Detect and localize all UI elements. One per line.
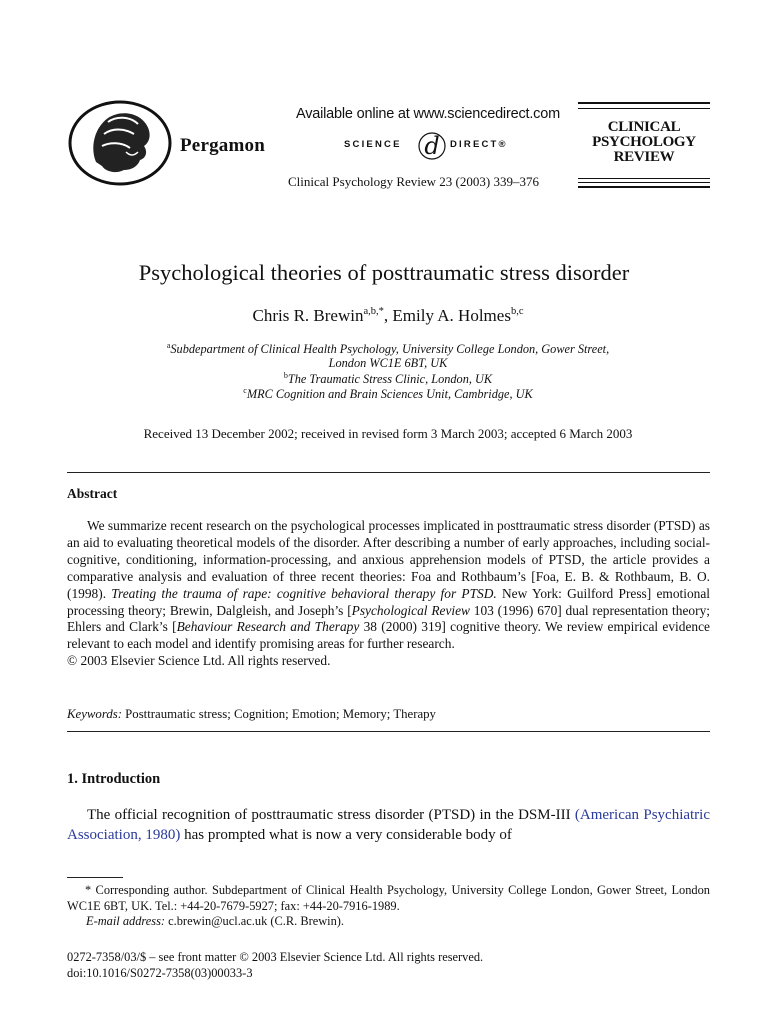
affiliation-b — [0, 371, 768, 387]
author-1-affiliation: a,b,* — [363, 306, 384, 317]
journal-logo-line-2: PSYCHOLOGY — [592, 134, 696, 150]
email-label: E-mail address: — [86, 914, 166, 928]
author-2: Emily A. Holmes — [392, 306, 511, 325]
affiliation-a-marker: a — [166, 341, 171, 350]
sciencedirect-mark-icon — [416, 128, 448, 162]
keywords-list: Posttraumatic stress; Cognition; Emotion; Memory; Therapy — [121, 707, 436, 721]
sciencedirect-logo-left: SCIENCE — [344, 139, 402, 150]
abstract-italic-3: Behaviour Research and Therapy — [176, 619, 360, 635]
author-list — [0, 306, 768, 326]
journal-citation: Clinical Psychology Review 23 (2003) 339–376 — [288, 174, 539, 189]
journal-logo-title — [578, 120, 710, 165]
received-dates: Received 13 December 2002; received in revised form 3 March 2003; accepted 6 March 2003 — [143, 426, 633, 441]
sciencedirect-logo — [344, 128, 514, 162]
abstract-segment-3: 103 (1996) 670] dual representation theory; Ehlers and Clark’s [ — [67, 602, 710, 635]
sciencedirect-availability: Available online at www.sciencedirect.com — [296, 106, 560, 122]
affiliation-a — [0, 341, 768, 357]
journal-logo-line-3: REVIEW — [613, 149, 675, 165]
front-matter-notice: 0272-7358/03/$ – see front matter © 2003 Elsevier Science Ltd. All rights reserved. — [67, 950, 484, 964]
abstract-segment-1: We summarize recent research on the psychological processes implicated in posttraumatic stress disorder (PTSD) as an aid to evaluating theoretical models of the disorder. After describing a number of early approaches, including social-cognitive, conditioning, information-processing, and anxious apprehension models of PTSD, the article provides a comparative analysis and evaluation of three recent theories: Foa and Rothbaum’s [Foa, E. B. & Rothbaum, B. O. (1998). — [67, 518, 710, 601]
abstract-segment-2: New York: Guilford Press] emotional processing theory; Brewin, Dalgleish, and Joseph’s [ — [67, 585, 711, 618]
author-separator: , — [383, 306, 393, 325]
abstract-bottom-rule — [67, 731, 710, 732]
abstract-segment-4: 38 (2000) 319] cognitive theory. We review empirical evidence relevant to each model and identify promising areas for further research. — [67, 619, 710, 652]
affiliation-b-text: The Traumatic Stress Clinic, London, UK — [287, 372, 493, 386]
introduction-text — [67, 805, 710, 845]
keywords-label: Keywords: — [67, 707, 122, 721]
keywords — [67, 707, 436, 722]
citation-link-apa-1980[interactable]: (American Psychiatric Association, 1980) — [67, 807, 711, 843]
abstract-top-rule — [67, 472, 710, 473]
affiliation-a-line-1: Subdepartment of Clinical Health Psychology, University College London, Gower Street, — [170, 342, 610, 356]
affiliation-b-marker: b — [283, 371, 288, 380]
email-footnote — [86, 914, 344, 929]
article-title: Psychological theories of posttraumatic stress disorder — [138, 260, 630, 285]
introduction-segment-1: The official recognition of posttraumatic stress disorder (PTSD) in the DSM-III — [87, 807, 575, 823]
email-address: c.brewin@ucl.ac.uk (C.R. Brewin). — [165, 914, 345, 928]
affiliation-c — [0, 386, 768, 402]
corresponding-author-footnote: * Corresponding author. Subdepartment of Clinical Health Psychology, University College London, Gower Street, London WC1E 6BT, UK. Tel.: +44-20-7679-5927; fax: +44-20-7916-1989. — [67, 883, 710, 913]
abstract-italic-1: Treating the trauma of rape: cognitive behavioral therapy for PTSD. — [111, 585, 497, 601]
sciencedirect-logo-right: DIRECT® — [450, 139, 508, 150]
author-2-affiliation: b,c — [510, 306, 524, 317]
introduction-segment-2: has prompted what is now a very considerable body of — [180, 827, 512, 843]
abstract-italic-2: Psychological Review — [351, 602, 470, 618]
publisher-name: Pergamon — [180, 135, 265, 156]
footnote-rule — [67, 877, 123, 878]
journal-logo-line-1: CLINICAL — [607, 119, 681, 135]
sciencedirect-mark-letter: d — [424, 132, 440, 160]
pergamon-logo — [68, 100, 172, 186]
abstract-copyright: © 2003 Elsevier Science Ltd. All rights reserved. — [67, 653, 331, 669]
doi: doi:10.1016/S0272-7358(03)00033-3 — [67, 966, 253, 980]
section-heading-introduction: 1. Introduction — [67, 771, 161, 787]
abstract-heading: Abstract — [67, 486, 118, 501]
journal-logo — [578, 102, 710, 188]
affiliation-a-line-2: London WC1E 6BT, UK — [328, 356, 448, 370]
abstract-text — [67, 518, 710, 670]
author-1: Chris R. Brewin — [252, 306, 364, 325]
affiliation-c-text: MRC Cognition and Brain Sciences Unit, Cambridge, UK — [246, 387, 533, 401]
affiliation-c-marker: c — [243, 386, 247, 395]
